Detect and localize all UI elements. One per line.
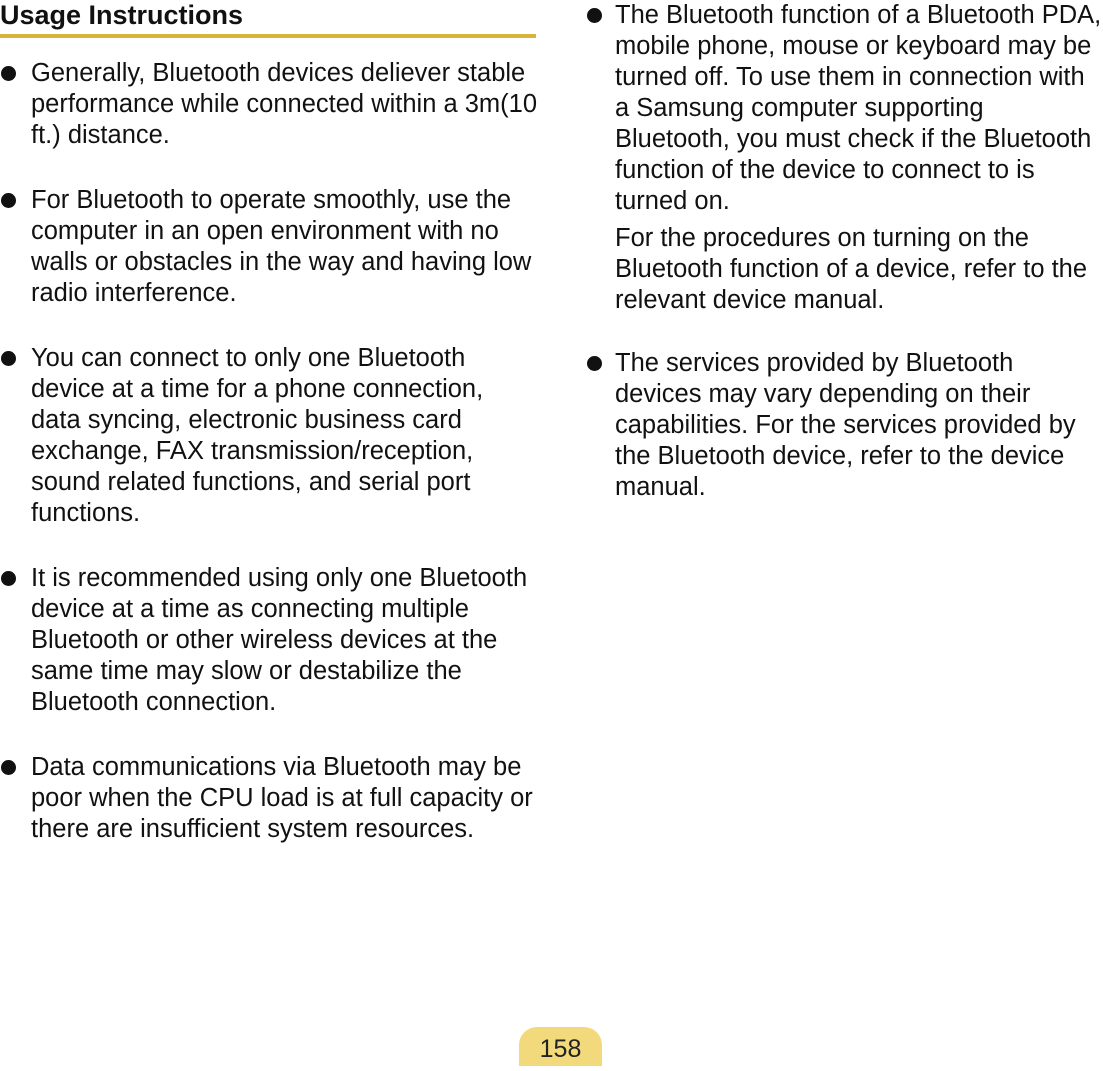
page-number: 158 — [519, 1027, 602, 1066]
section-heading: Usage Instructions — [0, 0, 244, 30]
list-item: The services provided by Bluetooth devices may vary depending on their capabilities. For the services provided by the Bluetooth device, refer to the device manual. — [586, 348, 1103, 503]
left-column — [0, 0, 538, 879]
bullet-icon — [1, 571, 16, 586]
bullet-icon — [587, 356, 602, 371]
list-item: You can connect to only one Bluetooth device at a time for a phone connection, data syncing, electronic business card exchange, FAX transmission/reception, sound related functions, and serial port functions. — [0, 343, 538, 529]
bullet-icon — [1, 193, 16, 208]
bullet-icon — [1, 351, 16, 366]
usage-list — [0, 58, 538, 845]
item-note: For the procedures on turning on the Bluetooth function of a device, refer to the relevant device manual. — [615, 224, 1088, 314]
bullet-icon — [1, 66, 16, 81]
heading-rule — [0, 34, 536, 38]
list-item: For Bluetooth to operate smoothly, use the computer in an open environment with no walls or obstacles in the way and having low radio interference. — [0, 185, 538, 309]
usage-list-continued — [586, 0, 1103, 503]
list-item: Data communications via Bluetooth may be poor when the CPU load is at full capacity or there are insufficient system resources. — [0, 752, 538, 845]
bullet-icon — [587, 8, 602, 23]
right-column — [586, 0, 1103, 535]
list-item: It is recommended using only one Bluetooth device at a time as connecting multiple Bluetooth or other wireless devices at the same time may slow or destabilize the Bluetooth connection. — [0, 563, 538, 718]
list-item: Generally, Bluetooth devices deliever stable performance while connected within a 3m(10 ft.) distance. — [0, 58, 538, 151]
bullet-icon — [1, 760, 16, 775]
list-item: The Bluetooth function of a Bluetooth PDA, mobile phone, mouse or keyboard may be turned off. To use them in connection with a Samsung computer supporting Bluetooth, you must check if the Bluetooth function of the device to connect to is turned on. For the procedures on turning on the Bluetooth function of a device, refer to the relevant device manual. — [586, 0, 1103, 316]
